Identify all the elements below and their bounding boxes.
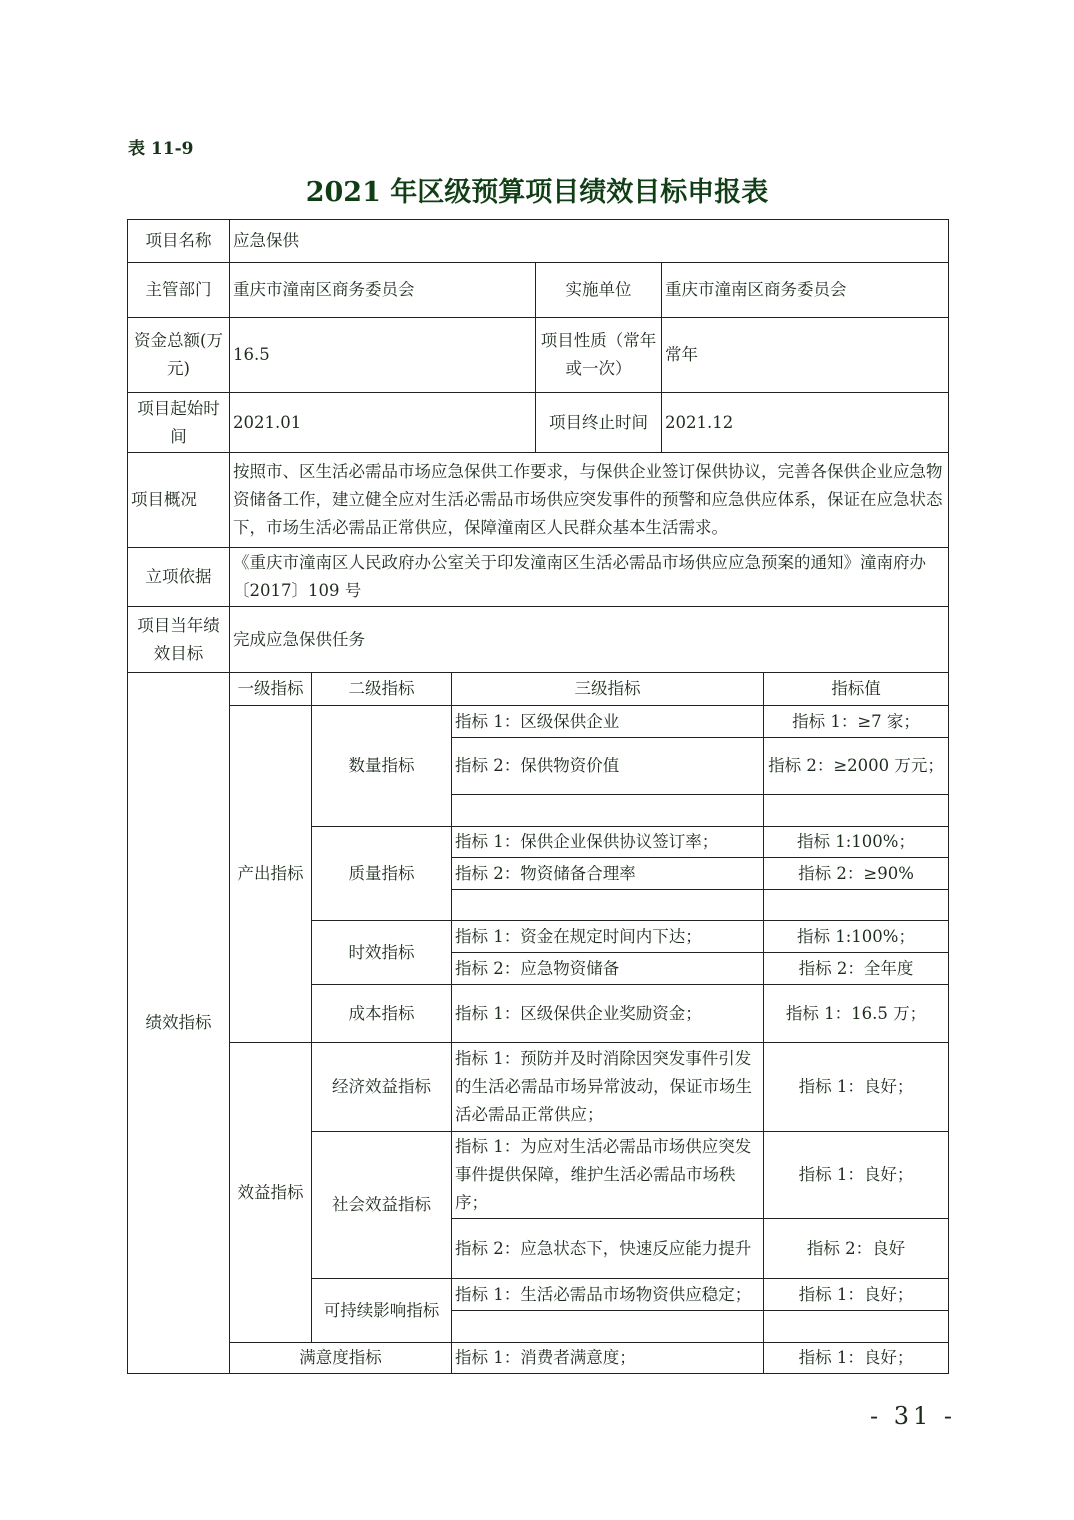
performance-table xyxy=(127,672,949,1374)
goal-label: 项目当年绩效目标 xyxy=(128,607,230,673)
nature-value: 常年 xyxy=(662,318,949,393)
indicator-value: 指标 2：良好 xyxy=(764,1219,949,1279)
name-label: 项目名称 xyxy=(128,220,230,263)
indicator: 指标 1：生活必需品市场物资供应稳定； xyxy=(452,1279,764,1311)
indicator-value: 指标 1：良好； xyxy=(764,1343,949,1374)
indicator: 指标 1：预防并及时消除因突发事件引发的生活必需品市场异常波动，保证市场生活必需品正常供应； xyxy=(452,1043,764,1132)
indicator-value: 指标 1：≥7 家； xyxy=(764,706,949,738)
indicator: 指标 1：区级保供企业奖励资金； xyxy=(452,985,764,1043)
overview-label: 项目概况 xyxy=(128,453,230,548)
header-l3: 三级指标 xyxy=(452,673,764,706)
project-info-table xyxy=(127,219,949,673)
indicator-value: 指标 1:100%； xyxy=(764,827,949,858)
table-label: 表 11-9 xyxy=(128,139,194,159)
l2-timeliness: 时效指标 xyxy=(312,921,452,985)
indicator-value xyxy=(764,890,949,921)
indicator-value: 指标 1：16.5 万； xyxy=(764,985,949,1043)
impl-label: 实施单位 xyxy=(536,263,662,318)
l2-quality: 质量指标 xyxy=(312,827,452,921)
indicator: 指标 2：应急物资储备 xyxy=(452,953,764,985)
end-value: 2021.12 xyxy=(662,393,949,453)
indicator-value: 指标 2：≥2000 万元； xyxy=(764,738,949,795)
l2-economic: 经济效益指标 xyxy=(312,1043,452,1132)
indicator-value: 指标 1:100%； xyxy=(764,921,949,953)
dept-value: 重庆市潼南区商务委员会 xyxy=(230,263,536,318)
l2-cost: 成本指标 xyxy=(312,985,452,1043)
table-row xyxy=(128,1343,949,1374)
perf-label: 绩效指标 xyxy=(128,673,230,1374)
end-label: 项目终止时间 xyxy=(536,393,662,453)
indicator-value: 指标 2：≥90% xyxy=(764,858,949,890)
page-number: - 31 - xyxy=(870,1402,957,1430)
impl-value: 重庆市潼南区商务委员会 xyxy=(662,263,949,318)
header-l1: 一级指标 xyxy=(230,673,312,706)
indicator-value: 指标 1：良好； xyxy=(764,1279,949,1311)
indicator-value xyxy=(764,1311,949,1343)
goal-text: 完成应急保供任务 xyxy=(230,607,949,673)
header-l2: 二级指标 xyxy=(312,673,452,706)
project-name: 应急保供 xyxy=(230,220,949,263)
l1-benefit: 效益指标 xyxy=(230,1043,312,1343)
page-title: 2021 年区级预算项目绩效目标申报表 xyxy=(305,177,769,208)
fund-value: 16.5 xyxy=(230,318,536,393)
indicator xyxy=(452,890,764,921)
table-row xyxy=(128,706,949,738)
overview-text: 按照市、区生活必需品市场应急保供工作要求，与保供企业签订保供协议，完善各保供企业应急物资储备工作，建立健全应对生活必需品市场供应突发事件的预警和应急供应体系，保证在应急状态下，市场生活必需品正常供应，保障潼南区人民群众基本生活需求。 xyxy=(230,453,949,548)
l1-output: 产出指标 xyxy=(230,706,312,1043)
indicator: 指标 1：消费者满意度； xyxy=(452,1343,764,1374)
indicator: 指标 1：保供企业保供协议签订率； xyxy=(452,827,764,858)
basis-label: 立项依据 xyxy=(128,548,230,607)
indicator-value: 指标 2：全年度 xyxy=(764,953,949,985)
l2-sustainable: 可持续影响指标 xyxy=(312,1279,452,1343)
indicator: 指标 2：物资储备合理率 xyxy=(452,858,764,890)
indicator: 指标 1：为应对生活必需品市场供应突发事件提供保障，维护生活必需品市场秩序； xyxy=(452,1132,764,1219)
fund-label: 资金总额(万元) xyxy=(128,318,230,393)
indicator-value xyxy=(764,795,949,827)
nature-label: 项目性质（常年或一次） xyxy=(536,318,662,393)
indicator: 指标 1：区级保供企业 xyxy=(452,706,764,738)
indicator xyxy=(452,795,764,827)
start-label: 项目起始时间 xyxy=(128,393,230,453)
l2-social: 社会效益指标 xyxy=(312,1132,452,1279)
start-value: 2021.01 xyxy=(230,393,536,453)
basis-text: 《重庆市潼南区人民政府办公室关于印发潼南区生活必需品市场供应应急预案的通知》潼南府办〔2017〕109 号 xyxy=(230,548,949,607)
indicator xyxy=(452,1311,764,1343)
l2-quantity: 数量指标 xyxy=(312,706,452,827)
indicator: 指标 1：资金在规定时间内下达； xyxy=(452,921,764,953)
header-value: 指标值 xyxy=(764,673,949,706)
indicator: 指标 2：应急状态下，快速反应能力提升 xyxy=(452,1219,764,1279)
dept-label: 主管部门 xyxy=(128,263,230,318)
l1-satisfaction: 满意度指标 xyxy=(230,1343,452,1374)
indicator-value: 指标 1：良好； xyxy=(764,1043,949,1132)
table-row xyxy=(128,1043,949,1132)
indicator-value: 指标 1：良好； xyxy=(764,1132,949,1219)
indicator: 指标 2：保供物资价值 xyxy=(452,738,764,795)
